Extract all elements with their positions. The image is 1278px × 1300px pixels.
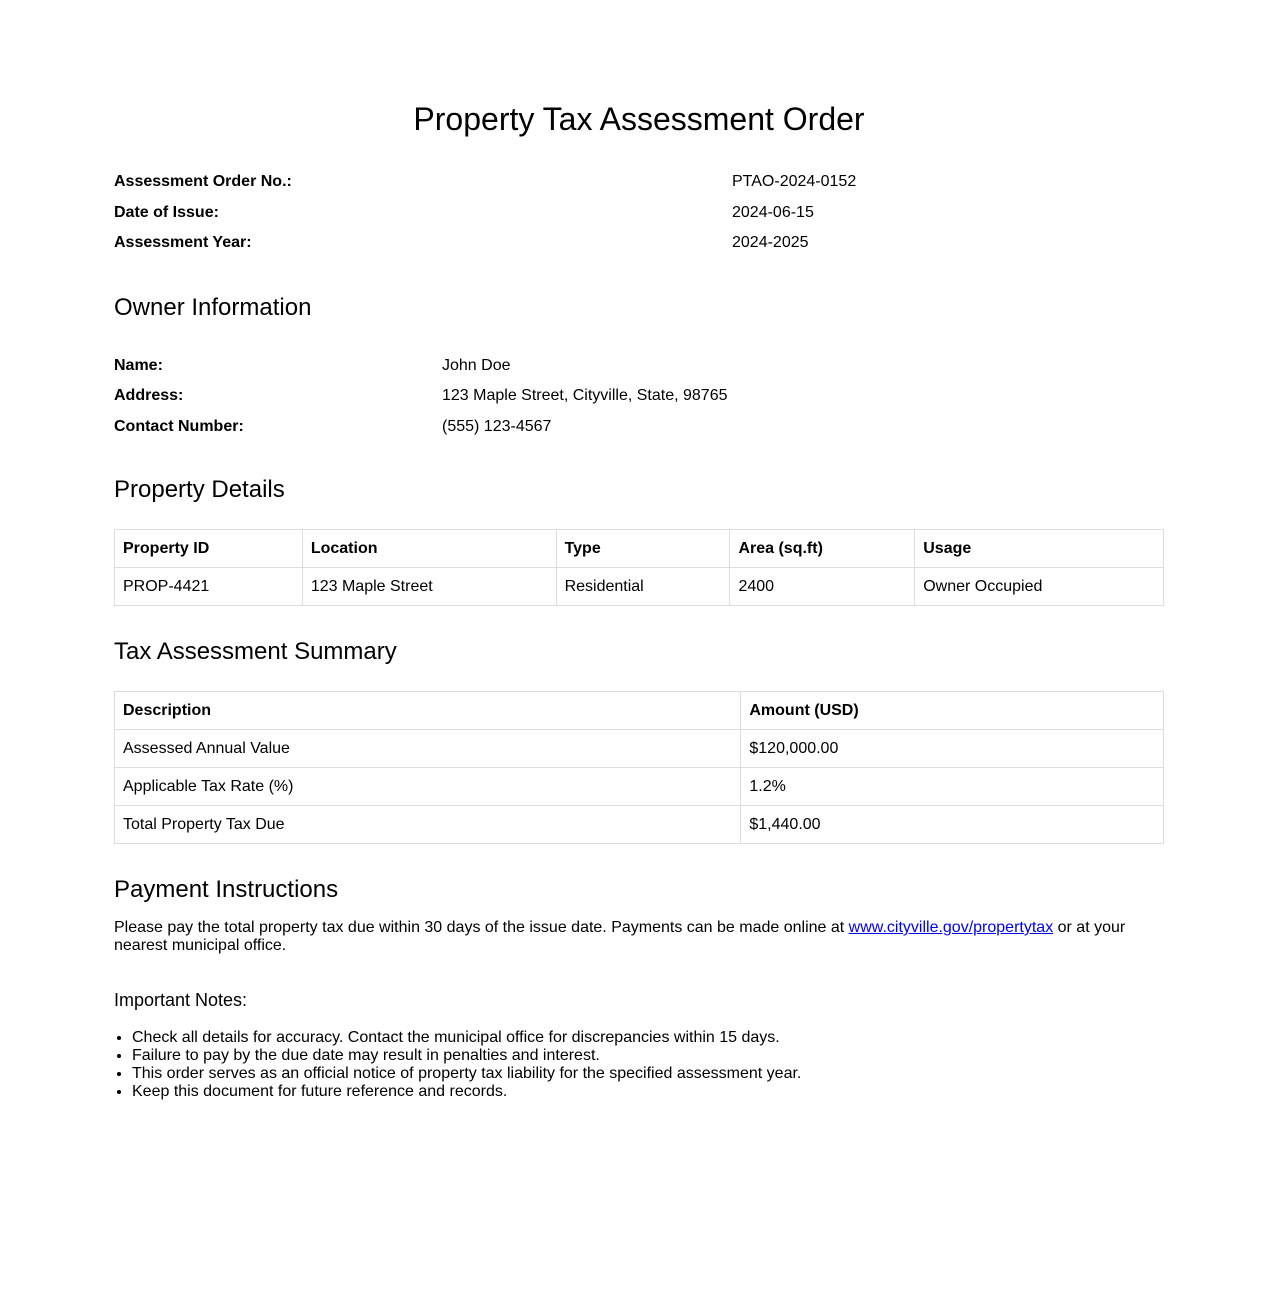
table-cell: 123 Maple Street: [302, 568, 556, 606]
payment-heading: Payment Instructions: [114, 876, 339, 903]
owner-value: John Doe: [442, 356, 511, 374]
payment-instructions: [114, 919, 1164, 955]
owner-row-name: [114, 351, 1164, 382]
table-row: [115, 568, 1164, 606]
table-row: [115, 730, 1164, 768]
table-row: [115, 806, 1164, 844]
table-cell: $120,000.00: [741, 730, 1164, 768]
meta-label: Assessment Year:: [114, 234, 252, 252]
property-section: [114, 475, 1164, 606]
notes-list: [114, 1029, 1164, 1101]
table-cell: Residential: [556, 568, 730, 606]
owner-value: 123 Maple Street, Cityville, State, 98765: [442, 387, 728, 405]
table-cell: Owner Occupied: [915, 568, 1164, 606]
notes-heading: Important Notes:: [114, 990, 248, 1010]
owner-info: [114, 351, 1164, 443]
owner-label: Name:: [114, 356, 163, 374]
table-cell: 2400: [730, 568, 915, 606]
table-cell: 1.2%: [741, 768, 1164, 806]
column-header: Usage: [915, 530, 1164, 568]
meta-value: PTAO-2024-0152: [732, 173, 857, 191]
list-item: • Failure to pay by the due date may result in penalties and interest.: [132, 1047, 1164, 1065]
meta-row-order-number: [114, 167, 1164, 198]
property-table: [114, 529, 1164, 606]
column-header: Amount (USD): [741, 692, 1164, 730]
column-header: Area (sq.ft): [730, 530, 915, 568]
column-header: Type: [556, 530, 730, 568]
owner-label: Contact Number:: [114, 417, 244, 435]
payment-link[interactable]: www.cityville.gov/propertytax: [848, 919, 1054, 936]
payment-section: [114, 875, 1164, 955]
owner-heading: Owner Information: [114, 293, 312, 321]
owner-row-contact: [114, 412, 1164, 443]
tax-summary-heading: Tax Assessment Summary: [114, 638, 397, 665]
payment-text-after: or at your nearest municipal office.: [114, 919, 1126, 954]
property-heading: Property Details: [114, 476, 285, 503]
meta-label: Date of Issue:: [114, 203, 219, 221]
owner-label: Address:: [114, 387, 184, 405]
order-meta: [114, 167, 1164, 259]
table-header-row: [115, 692, 1164, 730]
table-cell: Assessed Annual Value: [115, 730, 741, 768]
table-header-row: [115, 530, 1164, 568]
table-cell: Total Property Tax Due: [115, 806, 741, 844]
document-title: Property Tax Assessment Order: [413, 101, 865, 137]
list-item: • This order serves as an official notice of property tax liability for the specified assessment year.: [132, 1065, 1164, 1083]
list-item: • Check all details for accuracy. Contact the municipal office for discrepancies within 15 days.: [132, 1029, 1164, 1047]
table-cell: Applicable Tax Rate (%): [115, 768, 741, 806]
table-row: [115, 768, 1164, 806]
table-cell: PROP-4421: [115, 568, 303, 606]
meta-label: Assessment Order No.:: [114, 173, 292, 191]
tax-summary-table: [114, 691, 1164, 844]
table-cell: $1,440.00: [741, 806, 1164, 844]
column-header: Description: [115, 692, 741, 730]
document-content: [114, 100, 1164, 1101]
owner-row-address: [114, 381, 1164, 412]
column-header: Property ID: [115, 530, 303, 568]
meta-row-date-of-issue: [114, 198, 1164, 229]
meta-row-assessment-year: [114, 228, 1164, 259]
owner-value: (555) 123-4567: [442, 417, 552, 435]
payment-text-before: Please pay the total property tax due within 30 days of the issue date. Payments can be made online at: [114, 919, 849, 936]
tax-summary-section: [114, 637, 1164, 844]
meta-value: 2024-06-15: [732, 203, 814, 221]
column-header: Location: [302, 530, 556, 568]
meta-value: 2024-2025: [732, 234, 809, 252]
list-item: • Keep this document for future reference and records.: [132, 1083, 1164, 1101]
owner-section: [114, 293, 1164, 443]
